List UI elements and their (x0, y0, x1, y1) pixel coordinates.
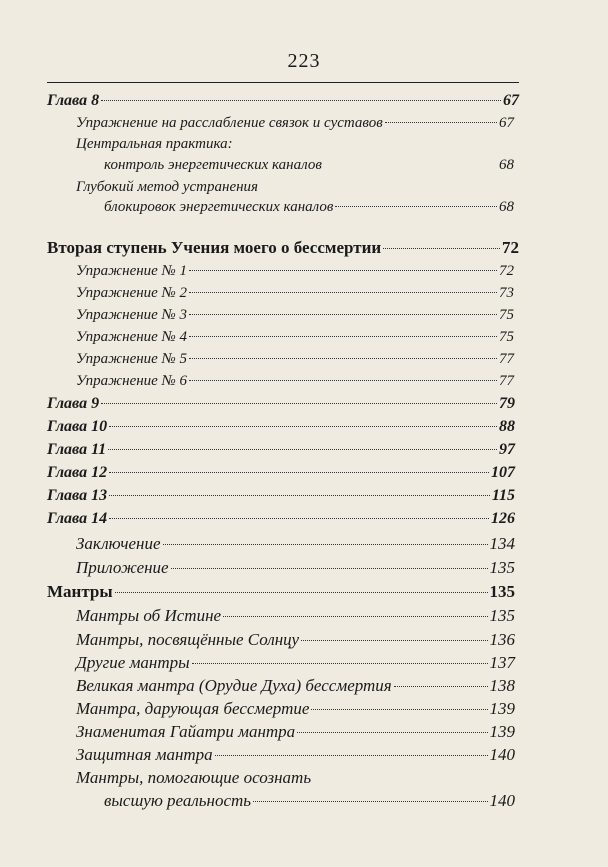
toc-title: Глава 13 (47, 487, 108, 504)
toc-page: 126 (491, 510, 515, 527)
toc-title: Мантра, дарующая бессмертие (76, 699, 310, 718)
toc-entry (47, 238, 519, 258)
toc-leader (383, 248, 500, 249)
page-number: 223 (287, 50, 321, 72)
toc-page: 73 (499, 285, 514, 301)
toc-leader (109, 495, 490, 496)
toc-leader (297, 732, 487, 733)
toc-title: Упражнение № 1 (76, 263, 187, 279)
toc-entry (104, 157, 514, 174)
toc-entry (76, 653, 515, 673)
toc-title: Приложение (76, 558, 169, 577)
toc-page: 107 (491, 464, 515, 481)
toc-title: Глава 8 (47, 92, 100, 109)
toc-entry (76, 630, 515, 650)
toc-leader (189, 270, 497, 271)
toc-leader (101, 100, 501, 101)
toc-title: Великая мантра (Орудие Духа) бессмертия (76, 676, 392, 695)
toc-title: Глава 11 (47, 441, 107, 458)
toc-leader (192, 663, 488, 664)
toc-entry (76, 534, 515, 554)
toc-entry (76, 115, 514, 132)
toc-entry (104, 199, 514, 216)
toc-title: Упражнение на расслабление связок и суставов (76, 115, 383, 131)
toc-title: высшую реальность (104, 791, 252, 810)
toc-title: Глава 9 (47, 395, 100, 412)
toc-leader (109, 472, 489, 473)
toc-entry (76, 699, 515, 719)
toc-page: 97 (499, 441, 515, 458)
toc-title: Глава 14 (47, 510, 108, 527)
toc-leader (115, 592, 488, 593)
toc-page: 88 (499, 418, 515, 435)
toc-page: 137 (489, 653, 515, 672)
toc-title: Заключение (76, 534, 161, 553)
toc-page: 135 (489, 606, 515, 625)
toc-title: Глава 12 (47, 464, 108, 481)
toc-leader (335, 206, 497, 207)
toc-title: Глава 10 (47, 418, 108, 435)
toc-page: 72 (502, 238, 519, 257)
toc-entry: Мантры, помогающие осознать (76, 768, 312, 787)
toc-page: 140 (489, 791, 515, 810)
toc-page: 75 (499, 329, 514, 345)
toc-title: Упражнение № 6 (76, 373, 187, 389)
toc-entry (47, 487, 515, 505)
header-rule (47, 82, 519, 83)
toc-entry (76, 745, 515, 765)
toc-leader (109, 518, 489, 519)
toc-entry: Глубокий метод устранения (76, 179, 259, 195)
toc-leader (385, 122, 497, 123)
toc-page: 72 (499, 263, 514, 279)
toc-leader (101, 403, 497, 404)
toc-page: 75 (499, 307, 514, 323)
toc-title: Другие мантры (76, 653, 190, 672)
toc-entry: Центральная практика: (76, 136, 233, 152)
toc-entry (47, 464, 515, 482)
toc-page: 79 (499, 395, 515, 412)
toc-entry (76, 722, 515, 742)
toc-page: 67 (499, 115, 514, 131)
toc-title: Упражнение № 2 (76, 285, 187, 301)
toc-entry (47, 92, 519, 110)
toc-leader (215, 755, 488, 756)
toc-leader (109, 426, 497, 427)
toc-entry (76, 676, 515, 696)
toc-page: 138 (489, 676, 515, 695)
toc-page: 77 (499, 351, 514, 367)
toc-title: Защитная мантра (76, 745, 213, 764)
toc-leader (108, 449, 497, 450)
toc-leader (163, 544, 488, 545)
toc-entry (76, 307, 514, 324)
toc-entry (76, 373, 514, 390)
toc-title: Мантры, посвящённые Солнцу (76, 630, 300, 649)
toc-title: Вторая ступень Учения моего о бессмертии (47, 238, 382, 257)
toc-title: блокировок энергетических каналов (104, 199, 334, 215)
toc-page: 67 (503, 92, 519, 109)
toc-leader (253, 801, 487, 802)
toc-entry (47, 582, 515, 602)
toc-leader (189, 292, 497, 293)
toc-leader (223, 616, 487, 617)
toc-entry (76, 285, 514, 302)
toc-entry (76, 351, 514, 368)
toc-page: 136 (489, 630, 515, 649)
toc-leader (189, 336, 497, 337)
toc-title: Мантры об Истине (76, 606, 222, 625)
toc-page: 139 (489, 722, 515, 741)
toc-page: 68 (499, 199, 514, 215)
toc-entry (47, 418, 515, 436)
toc-page: 77 (499, 373, 514, 389)
toc-title: Упражнение № 4 (76, 329, 187, 345)
toc-leader (189, 314, 497, 315)
toc-page: 140 (489, 745, 515, 764)
toc-title: Знаменитая Гайатри мантра (76, 722, 296, 741)
toc-page: 134 (489, 534, 515, 553)
toc-title: контроль энергетических каналов (104, 157, 322, 173)
toc-entry (76, 606, 515, 626)
toc-title: Мантры (47, 582, 113, 601)
toc-title: Упражнение № 5 (76, 351, 187, 367)
toc-entry (76, 329, 514, 346)
toc-page: 139 (489, 699, 515, 718)
toc-leader (394, 686, 488, 687)
toc-leader (171, 568, 488, 569)
toc-entry (76, 263, 514, 280)
toc-leader (301, 640, 487, 641)
toc-entry (47, 395, 515, 413)
toc-page: 135 (489, 582, 515, 601)
toc-title: Упражнение № 3 (76, 307, 187, 323)
toc-entry (104, 791, 515, 811)
toc-leader (311, 709, 487, 710)
toc-page: 68 (499, 157, 514, 173)
toc-entry (47, 441, 515, 459)
toc-page: 115 (491, 487, 515, 504)
toc-leader (189, 380, 497, 381)
toc-entry (47, 510, 515, 528)
toc-page: 135 (489, 558, 515, 577)
toc-entry (76, 558, 515, 578)
toc-leader (189, 358, 497, 359)
